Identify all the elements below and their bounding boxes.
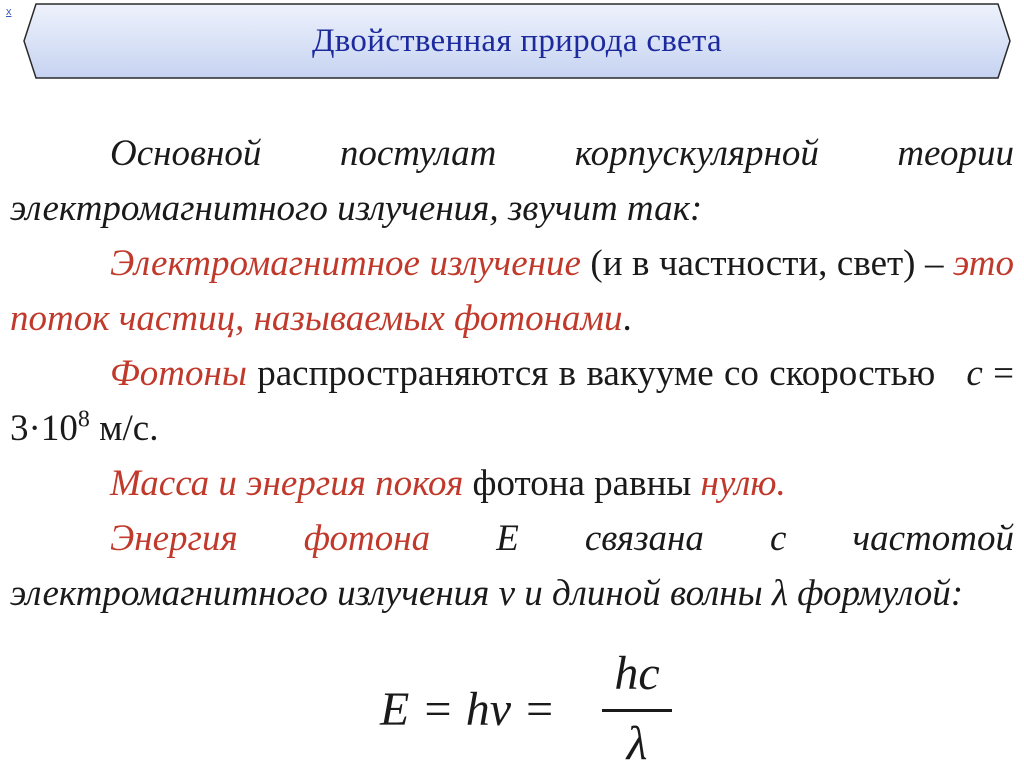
photon-flux-definition: это поток частиц, называемых фотонами (10, 243, 1015, 339)
zero-term: нулю. (700, 463, 786, 504)
photon-energy-text: E связана с частотой электромагнитного излучения ν и длиной волны λ формулой: (10, 518, 1014, 614)
speed-exponent: 8 (77, 406, 90, 433)
speed-var: c (966, 353, 983, 394)
em-radiation-end: . (622, 298, 632, 339)
paragraph-photon-speed (10, 346, 1014, 456)
fraction-bar (602, 709, 672, 712)
energy-formula (380, 646, 700, 770)
photons-term: Фотоны (110, 353, 247, 394)
paragraph-energy (10, 511, 1014, 621)
photon-energy-term: Энергия фотона (110, 518, 431, 559)
page-title: Двойственная природа света (311, 22, 723, 59)
photon-speed-text: распространяются в вакууме со скоростью (246, 353, 946, 394)
formula-denominator: λ (626, 717, 648, 770)
speed-unit: м/с. (89, 408, 159, 449)
em-radiation-term: Электромагнитное излучение (110, 243, 581, 284)
paragraph-em-radiation (10, 236, 1014, 346)
paragraph-postulate: Основной постулат корпускулярной теории электромагнитного излучения, звучит так: (10, 133, 1014, 229)
rest-mass-plain: фотона равны (463, 463, 701, 504)
slide-body (10, 126, 1014, 621)
paragraph-mass (10, 456, 1014, 511)
corner-link[interactable]: x (6, 6, 12, 18)
title-banner (22, 2, 1012, 80)
formula-lhs: E = hν = (380, 683, 556, 736)
formula-numerator: hc (614, 647, 660, 700)
speed-value: = 3·10 (10, 353, 1015, 449)
rest-mass-term: Масса и энергия покоя (110, 463, 464, 504)
em-radiation-plain: (и в частности, свет) – (580, 243, 953, 284)
